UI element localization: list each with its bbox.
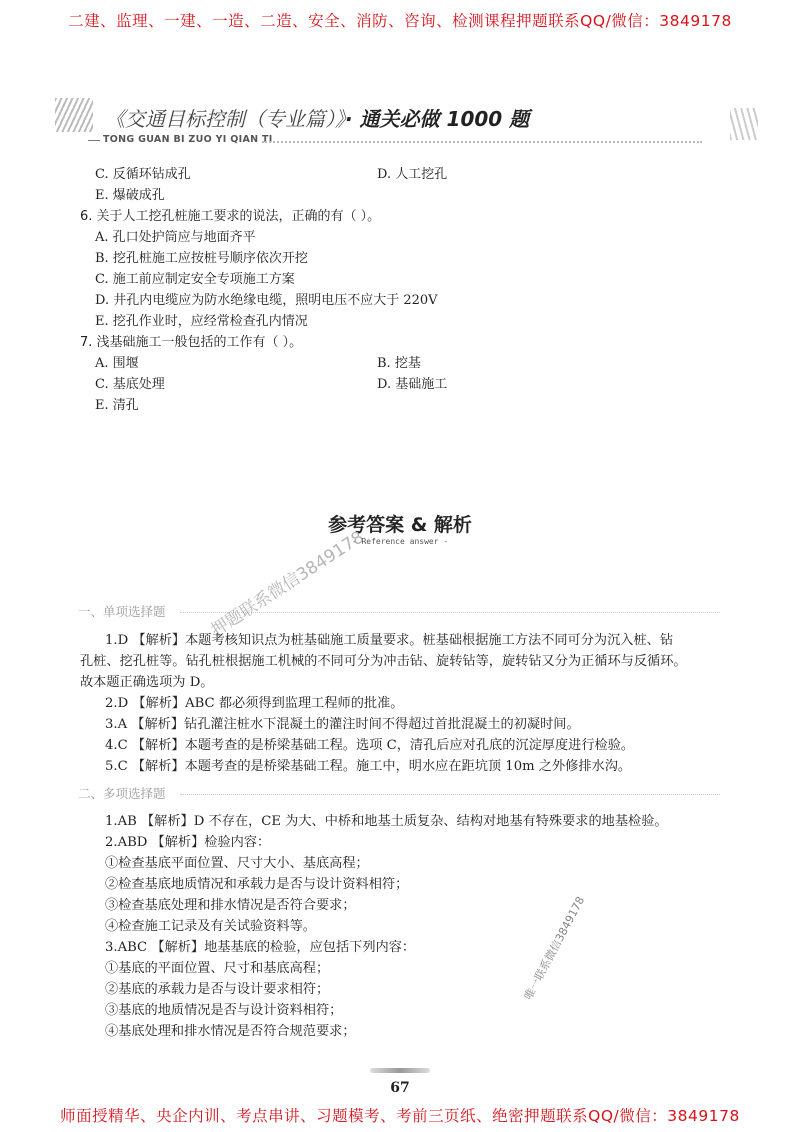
question-6-option-e: E. 挖孔作业时，应经常检查孔内情况 (95, 314, 308, 329)
question-7-option-c: C. 基底处理 (95, 377, 165, 392)
watermark-vertical: 唯一联系微信3849178 (521, 894, 588, 1003)
running-header-pinyin: TONG GUAN BI ZUO YI QIAN TI (103, 134, 273, 145)
multi-answer-2-item-3: ③检查基底处理和排水情况是否符合要求； (105, 898, 356, 913)
multi-answer-3-item-3: ③基底的地质情况是否与设计资料相符； (105, 1003, 343, 1018)
question-6-stem: 6. 关于人工挖孔桩施工要求的说法，正确的有（ ）。 (80, 209, 381, 224)
section-single-choice-heading: 一、单项选择题 (78, 604, 166, 619)
question-6-option-c: C. 施工前应制定安全专项施工方案 (95, 272, 295, 287)
single-answer-5: 5.C 【解析】本题考查的是桥梁基础工程。施工中，明水应在距坑顶 10m 之外修排水沟。 (105, 759, 632, 774)
book-title: 《交通目标控制（专业篇）》 (105, 107, 345, 131)
multi-answer-1: 1.AB 【解析】D 不存在，CE 为大、中桥和地基土质复杂、结构对地基有特殊要求的地基检验。 (105, 814, 668, 829)
multi-answer-2-item-4: ④检查施工记录及有关试验资料等。 (105, 919, 316, 934)
running-header-title (105, 103, 529, 132)
multi-answer-3-item-1: ①基底的平面位置、尺寸和基底高程； (105, 961, 330, 976)
question-6-option-a: A. 孔口处护筒应与地面齐平 (95, 230, 256, 245)
promo-banner-top: 二建、监理、一建、一造、二造、安全、消防、咨询、检测课程押题联系QQ/微信：3849178 (68, 12, 732, 30)
answer-section-subtitle: - Reference answer - (351, 537, 449, 546)
header-dash (88, 140, 100, 141)
multi-answer-3-item-2: ②基底的承载力是否与设计要求相符； (105, 982, 330, 997)
single-answer-4: 4.C 【解析】本题考查的是桥梁基础工程。选项 C，清孔后应对孔底的沉淀厚度进行检验。 (105, 738, 635, 753)
question-7-stem: 7. 浅基础施工一般包括的工作有（ ）。 (80, 335, 303, 350)
header-tail-decoration (730, 108, 758, 140)
question-7-option-a: A. 围堰 (95, 356, 139, 371)
single-answer-3: 3.A 【解析】钻孔灌注桩水下混凝土的灌注时间不得超过首批混凝土的初凝时间。 (105, 717, 580, 732)
multi-answer-2-item-1: ①检查基底平面位置、尺寸大小、基底高程； (105, 856, 369, 871)
question-6-option-d: D. 井孔内电缆应为防水绝缘电缆，照明电压不应大于 220V (95, 293, 438, 308)
page-number: 67 (390, 1080, 410, 1096)
single-answer-2: 2.D 【解析】ABC 都必须得到监理工程师的批准。 (105, 696, 404, 711)
single-answer-1-line-3: 故本题正确选项为 D。 (80, 675, 214, 690)
page-number-bar (370, 1068, 430, 1073)
section-multi-dotted-rule (180, 794, 720, 795)
question-7-option-e: E. 清孔 (95, 398, 139, 413)
watermark-diagonal: 押题联系微信3849178 (207, 527, 368, 641)
question-7-option-b: B. 挖基 (377, 356, 421, 371)
promo-banner-bottom: 师面授精华、央企内训、考点串讲、习题模考、考前三页纸、绝密押题联系QQ/微信：3849178 (60, 1107, 740, 1125)
multi-answer-3: 3.ABC 【解析】地基基底的检验，应包括下列内容： (105, 940, 416, 955)
question-7-option-d: D. 基础施工 (377, 377, 448, 392)
book-subtitle: · 通关必做 1000 题 (345, 107, 530, 131)
option-prev-d: D. 人工挖孔 (377, 167, 448, 182)
section-multi-choice-heading: 二、多项选择题 (78, 786, 166, 801)
answer-section-title: 参考答案 & 解析 (328, 514, 472, 536)
multi-answer-2-item-2: ②检查基底地质情况和承载力是否与设计资料相符； (105, 877, 409, 892)
multi-answer-2: 2.ABD 【解析】检验内容： (105, 835, 271, 850)
header-dotted-rule (262, 141, 702, 143)
option-prev-e: E. 爆破成孔 (95, 188, 165, 203)
single-answer-1-line-2: 孔桩、挖孔桩等。钻孔桩根据施工机械的不同可分为冲击钻、旋转钻等，旋转钻又分为正循环与反循环。 (80, 654, 687, 669)
multi-answer-3-item-4: ④基底处理和排水情况是否符合规范要求； (105, 1024, 356, 1039)
question-6-option-b: B. 挖孔桩施工应按桩号顺序依次开挖 (95, 251, 308, 266)
header-stripes-decoration (55, 98, 93, 132)
option-prev-c: C. 反循环钻成孔 (95, 167, 191, 182)
single-answer-1-line-1: 1.D 【解析】本题考核知识点为桩基础施工质量要求。桩基础根据施工方法不同可分为沉入桩、钻 (105, 633, 674, 648)
